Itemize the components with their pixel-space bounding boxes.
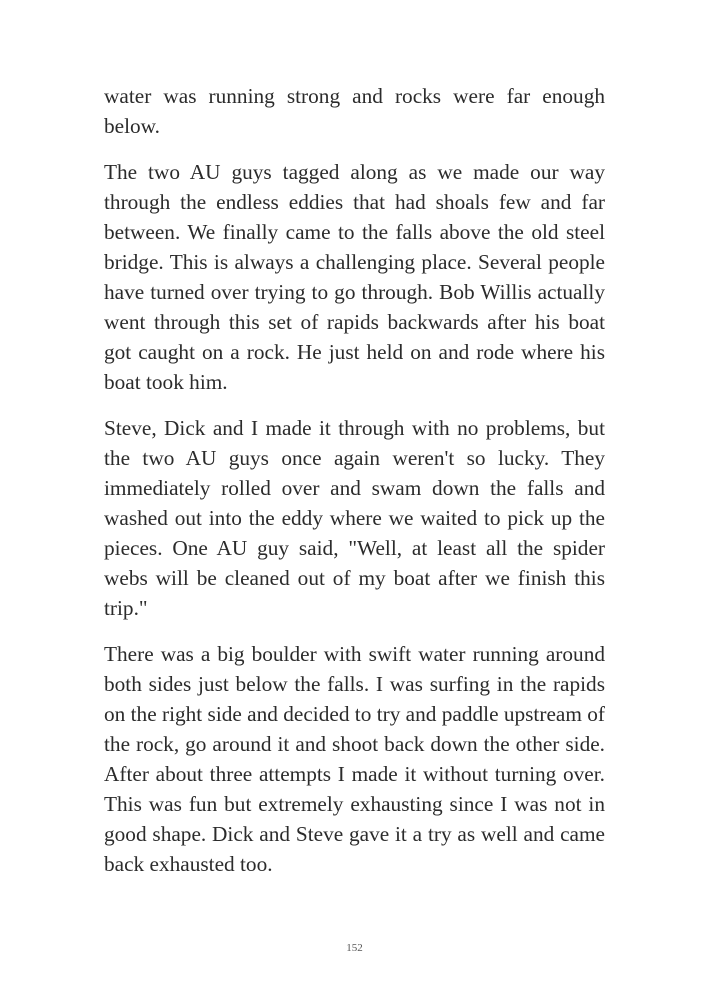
paragraph: Steve, Dick and I made it through with no problems, but the two AU guys once again weren't so lucky. They immediately rolled over and swam down the falls and washed out into the eddy where we waited to pick up the pieces. One AU guy said, "Well, at least all the spider webs will be cleaned out of my boat after we finish this trip." bbox=[104, 416, 605, 620]
paragraph: There was a big boulder with swift water running around both sides just below the falls. I was surfing in the rapids on the right side and decided to try and paddle upstream of the rock, go around it and shoot back down the other side. After about three attempts I made it without turning over. This was fun but extremely exhausting since I was not in good shape. Dick and Steve gave it a try as well and came back exhausted too. bbox=[104, 642, 605, 876]
paragraph: The two AU guys tagged along as we made our way through the endless eddies that had shoals few and far between. We finally came to the falls above the old steel bridge. This is always a challenging place. Several people have turned over trying to go through. Bob Willis actually went through this set of rapids backwards after his boat got caught on a rock. He just held on and rode where his boat took him. bbox=[104, 160, 605, 394]
paragraph: water was running strong and rocks were far enough below. bbox=[104, 84, 605, 138]
page-number: 152 bbox=[346, 942, 363, 954]
body-text bbox=[104, 81, 605, 895]
